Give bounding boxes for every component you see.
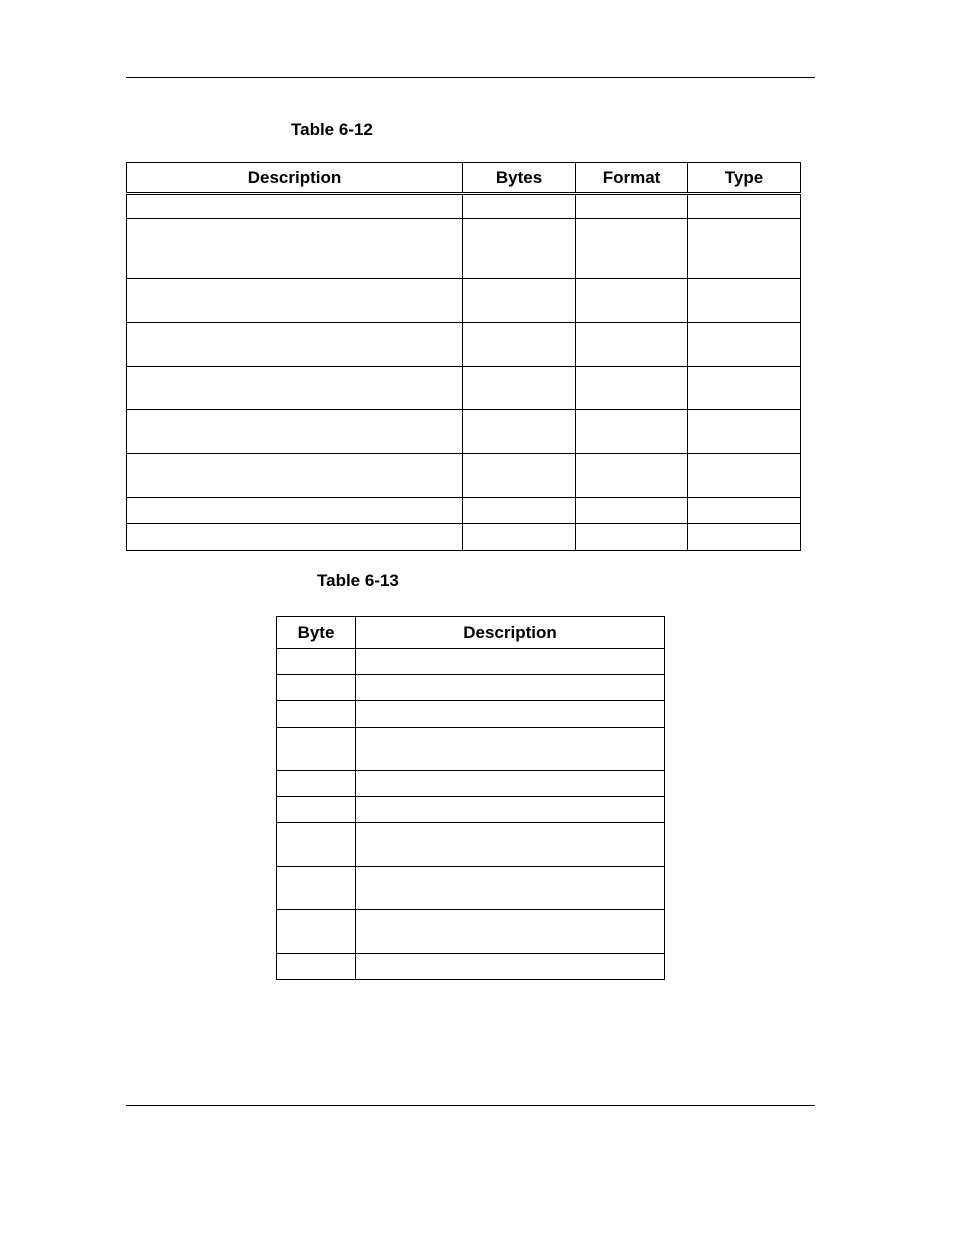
table-row xyxy=(277,701,665,728)
table-row xyxy=(127,454,801,498)
table-row xyxy=(277,867,665,910)
table-row xyxy=(127,219,801,279)
column-header-description: Description xyxy=(356,617,665,649)
table-6-13 xyxy=(276,616,665,980)
table-row xyxy=(127,367,801,410)
table-row xyxy=(277,728,665,771)
table-row xyxy=(277,823,665,867)
table-row xyxy=(277,675,665,701)
table-header-row xyxy=(277,617,665,649)
table-row xyxy=(127,194,801,219)
table-row xyxy=(127,279,801,323)
table-6-12 xyxy=(126,162,801,551)
footer-rule xyxy=(126,1105,815,1106)
table-row xyxy=(277,954,665,980)
table-row xyxy=(127,524,801,551)
header-rule xyxy=(126,77,815,78)
column-header-type: Type xyxy=(688,163,801,194)
table-row xyxy=(127,323,801,367)
table-row xyxy=(277,649,665,675)
table-row xyxy=(127,410,801,454)
table-row xyxy=(127,498,801,524)
table-row xyxy=(277,910,665,954)
table-header-row xyxy=(127,163,801,194)
table-row xyxy=(277,797,665,823)
column-header-format: Format xyxy=(576,163,688,194)
column-header-byte: Byte xyxy=(277,617,356,649)
table-6-13-caption: Table 6-13 xyxy=(317,571,399,590)
column-header-description: Description xyxy=(127,163,463,194)
table-row xyxy=(277,771,665,797)
column-header-bytes: Bytes xyxy=(463,163,576,194)
table-6-12-caption: Table 6-12 xyxy=(291,120,373,139)
